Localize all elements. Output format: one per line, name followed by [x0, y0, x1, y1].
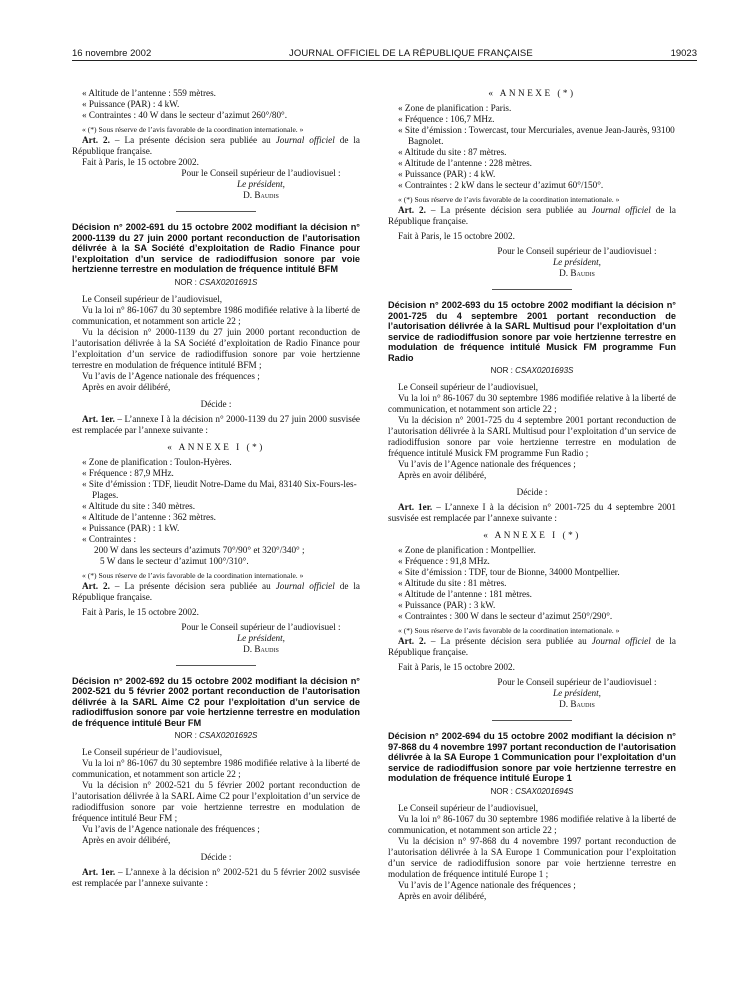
paragraph: Vu la décision n° 2001-725 du 4 septembre 2001 portant reconduction de l’autorisation délivrée à la SARL Multisud pour l’exploitation d’un service de radiodiffusion sonore par voie hertzienne terrestre en modulation de fréquence intitulé Musick FM programme Fun Radio ; [388, 415, 676, 458]
journal-name: Journal officiel [275, 135, 335, 145]
article-2: Art. 2. – La présente décision sera publiée au Journal officiel de la République française. [72, 580, 361, 602]
signature-council: Pour le Conseil supérieur de l’audiovisuel : [181, 168, 341, 178]
paragraph: Le Conseil supérieur de l’audiovisuel, [82, 293, 223, 304]
signature-name: D. Baudis [243, 190, 279, 200]
signature-council: Pour le Conseil supérieur de l’audiovisuel : [497, 246, 657, 256]
signature-date: Fait à Paris, le 15 octobre 2002. [398, 662, 515, 672]
article-label: Art. 2. [82, 135, 110, 145]
signature-date: Fait à Paris, le 15 octobre 2002. [82, 606, 199, 617]
article-text-end: de la République française. [72, 135, 361, 156]
paragraph: Vu l’avis de l’Agence nationale des fréquences ; [82, 370, 260, 381]
annex-line: « Altitude de l’antenne : 228 mètres. [398, 158, 532, 168]
annex-line: « Site d’émission : Towercast, tour Mercuriales, avenue Jean-Jaurès, 93100 Bagnolet. [398, 125, 675, 146]
paragraph: Vu la décision n° 97-868 du 4 novembre 1997 portant reconduction de l’autorisation délivrée à la SA Europe 1 Communication pour l’exploitation d’un service de radiodiffusion sonore par voie hertzienne terrestre en modulation de fréquence intitulé Europe 1 ; [388, 835, 676, 879]
paragraph: Après en avoir délibéré, [82, 835, 171, 845]
paragraph: Vu la décision n° 2000-1139 du 27 juin 2000 portant reconduction de l’autorisation délivrée à la SA Société d’exploitation de Radio Finance pour l’exploitation d’un service de radiodiffusion sonore par voie hertzienne terrestre en modulation de fréquence intitulé BFM ; [72, 326, 360, 370]
constraint-line: 200 W dans les secteurs d’azimuts 70°/90° et 320°/340° ; [94, 544, 305, 555]
signature-council: Pour le Conseil supérieur de l’audiovisuel : [181, 621, 341, 632]
annex-line: « Altitude du site : 81 mètres. [398, 578, 507, 588]
annex-line: « Altitude du site : 340 mètres. [82, 500, 196, 511]
paragraph: Le Conseil supérieur de l’audiovisuel, [82, 747, 223, 757]
article-2: Art. 2. – La présente décision sera publiée au Journal officiel de la République française. [388, 636, 677, 657]
signature-name: D. Baudis [559, 268, 595, 278]
annex-heading: « ANNEXE (*) [488, 88, 576, 98]
annex-line: « Site d’émission : TDF, tour de Bionne, 34000 Montpellier. [398, 567, 620, 577]
decision-title: Décision n° 2002-693 du 15 octobre 2002 modifiant la décision n° 2001-725 du 4 septembre 2001 portant reconduction de l’autorisation délivrée à la SARL Multisud pour l’exploitation d’un service de radiodiffusion sonore par voie hertzienne terrestre en modulation de fréquence intitulé Musick FM programme Fun Radio [388, 300, 676, 363]
signature-name: D. Baudis [243, 643, 279, 654]
paragraph: Après en avoir délibéré, [398, 890, 487, 901]
paragraph: Vu la loi n° 86-1067 du 30 septembre 1986 modifiée relative à la liberté de communication, et notamment son article 22 ; [388, 813, 676, 835]
section-divider [176, 665, 256, 666]
header-title: JOURNAL OFFICIEL DE LA RÉPUBLIQUE FRANÇAISE [289, 47, 533, 59]
article-1: Art. 1er. – L’annexe à la décision n° 2002-521 du 5 février 2002 susvisée est remplacée par l’annexe suivante : [72, 867, 360, 888]
signature-date: Fait à Paris, le 15 octobre 2002. [398, 231, 515, 241]
annex-line: « Contraintes : [82, 533, 137, 544]
signature-council: Pour le Conseil supérieur de l’audiovisuel : [497, 677, 657, 687]
decision-title: Décision n° 2002-694 du 15 octobre 2002 modifiant la décision n° 97-868 du 4 novembre 1997 portant reconduction de l’autorisation délivrée à la SA Europe 1 Communication pour l’exploitation d’un service de radiodiffusion sonore par voie hertzienne terrestre en modulation de fréquence intitulé Europe 1 [388, 731, 676, 783]
header-date: 16 novembre 2002 [72, 47, 152, 59]
annex-line: « Puissance (PAR) : 1 kW. [82, 522, 180, 533]
annex-line: « Puissance (PAR) : 3 kW. [398, 600, 496, 610]
annex-line: « Altitude du site : 87 mètres. [398, 147, 507, 157]
paragraph: Vu l’avis de l’Agence nationale des fréquences ; [398, 879, 576, 890]
paragraph: Vu la décision n° 2002-521 du 5 février 2002 portant reconduction de l’autorisation délivrée à la SARL Aime C2 pour l’exploitation d’un service de radiodiffusion sonore par voie hertzienne terrestre en modulation de fréquence intitulé Beur FM ; [72, 780, 360, 823]
decide-heading: Décide : [200, 852, 232, 862]
paragraph: Après en avoir délibéré, [82, 381, 171, 392]
signature-name: D. Baudis [559, 699, 595, 709]
paragraph: Le Conseil supérieur de l’audiovisuel, [398, 802, 539, 813]
annex-line: « Puissance (PAR) : 4 kW. [82, 99, 180, 109]
annex-line: « Fréquence : 87,9 MHz. [82, 467, 174, 478]
annex-line: « Altitude de l’antenne : 362 mètres. [82, 511, 216, 522]
annex-line: « Site d’émission : TDF, lieudit Notre-Dame du Mai, 83140 Six-Fours-les-Plages. [82, 478, 357, 500]
nor-reference: NOR : CSAX0201694S [490, 786, 574, 796]
section-divider [492, 720, 572, 721]
decide-heading: Décide : [516, 487, 548, 497]
annex-heading: « ANNEXE I (*) [483, 530, 581, 540]
footnote: « (*) Sous réserve de l’avis favorable de la coordination internationale. » [82, 125, 304, 134]
article-2: Art. 2. – La présente décision sera publiée au Journal officiel de la République française. [388, 205, 677, 226]
signature-title: Le président, [553, 688, 601, 698]
header-page-number: 19023 [670, 47, 697, 59]
article-1: Art. 1er. – L’annexe I à la décision n° 2001-725 du 4 septembre 2001 susvisée est remplacée par l’annexe suivante : [388, 502, 676, 523]
article-1: Art. 1er. – L’annexe I à la décision n° 2000-1139 du 27 juin 2000 susvisée est remplacée par l’annexe suivante : [72, 413, 360, 435]
annex-line: « Contraintes : 2 kW dans le secteur d’azimut 60°/150°. [398, 180, 604, 190]
paragraph: Vu l’avis de l’Agence nationale des fréquences ; [398, 459, 576, 469]
annex-line: « Altitude de l’antenne : 559 mètres. [82, 88, 216, 98]
constraint-line: 5 W dans le secteur d’azimut 100°/310°. [100, 555, 249, 566]
left-column [72, 88, 360, 889]
section-divider [492, 289, 572, 290]
decide-heading: Décide : [200, 398, 232, 409]
signature-title: Le président, [237, 632, 285, 643]
decision-title: Décision n° 2002-692 du 15 octobre 2002 modifiant la décision n° 2002-521 du 5 février 2002 portant reconduction de l’autorisation délivrée à la SARL Aime C2 pour l’exploitation d’un service de radiodiffusion sonore par voie hertzienne terrestre en modulation de fréquence intitulé Beur FM [72, 675, 360, 728]
annex-line: « Puissance (PAR) : 4 kW. [398, 169, 496, 179]
annex-line: « Zone de planification : Toulon-Hyères. [82, 456, 232, 467]
annex-line: « Contraintes : 300 W dans le secteur d’azimut 250°/290°. [398, 611, 613, 621]
paragraph: Le Conseil supérieur de l’audiovisuel, [398, 382, 539, 392]
nor-reference: NOR : CSAX0201693S [490, 366, 574, 375]
annex-line: « Altitude de l’antenne : 181 mètres. [398, 589, 532, 599]
annex-line: « Zone de planification : Paris. [398, 103, 512, 113]
header-rule [72, 60, 697, 61]
annex-heading: « ANNEXE I (*) [167, 441, 265, 452]
paragraph: Vu la loi n° 86-1067 du 30 septembre 1986 modifiée relative à la liberté de communication, et notamment son article 22 ; [72, 304, 360, 326]
right-column [388, 88, 676, 902]
decision-title: Décision n° 2002-691 du 15 octobre 2002 modifiant la décision n° 2000-1139 du 27 juin 2000 portant reconduction de l’autorisation délivrée à la SA Société d’exploitation de Radio Finance pour l’exploitation d’un service de radiodiffusion sonore par voie hertzienne terrestre en modulation de fréquence intitulé BFM [72, 222, 360, 274]
footnote: « (*) Sous réserve de l’avis favorable de la coordination internationale. » [398, 626, 620, 635]
paragraph: Après en avoir délibéré, [398, 470, 487, 480]
article-2 [72, 135, 360, 157]
nor-reference: NOR : CSAX0201691S [174, 277, 258, 287]
footnote: « (*) Sous réserve de l’avis favorable de la coordination internationale. » [398, 195, 620, 204]
signature-title: Le président, [237, 179, 285, 189]
paragraph: Vu l’avis de l’Agence nationale des fréquences ; [82, 824, 260, 834]
signature-title: Le président, [553, 257, 601, 267]
annex-line: « Contraintes : 40 W dans le secteur d’azimut 260°/80°. [82, 110, 288, 120]
paragraph: Vu la loi n° 86-1067 du 30 septembre 1986 modifiée relative à la liberté de communication, et notamment son article 22 ; [72, 758, 360, 779]
nor-reference: NOR : CSAX0201692S [174, 731, 258, 740]
page-header [72, 46, 697, 60]
paragraph: Vu la loi n° 86-1067 du 30 septembre 1986 modifiée relative à la liberté de communication, et notamment son article 22 ; [388, 393, 676, 414]
section-divider [176, 211, 256, 212]
signature-date: Fait à Paris, le 15 octobre 2002. [82, 157, 199, 167]
article-text: – La présente décision sera publiée au [109, 135, 276, 145]
annex-line: « Zone de planification : Montpellier. [398, 545, 536, 555]
footnote: « (*) Sous réserve de l’avis favorable de la coordination internationale. » [82, 570, 304, 580]
annex-line: « Fréquence : 91,8 MHz. [398, 556, 490, 566]
annex-line: « Fréquence : 106,7 MHz. [398, 114, 495, 124]
